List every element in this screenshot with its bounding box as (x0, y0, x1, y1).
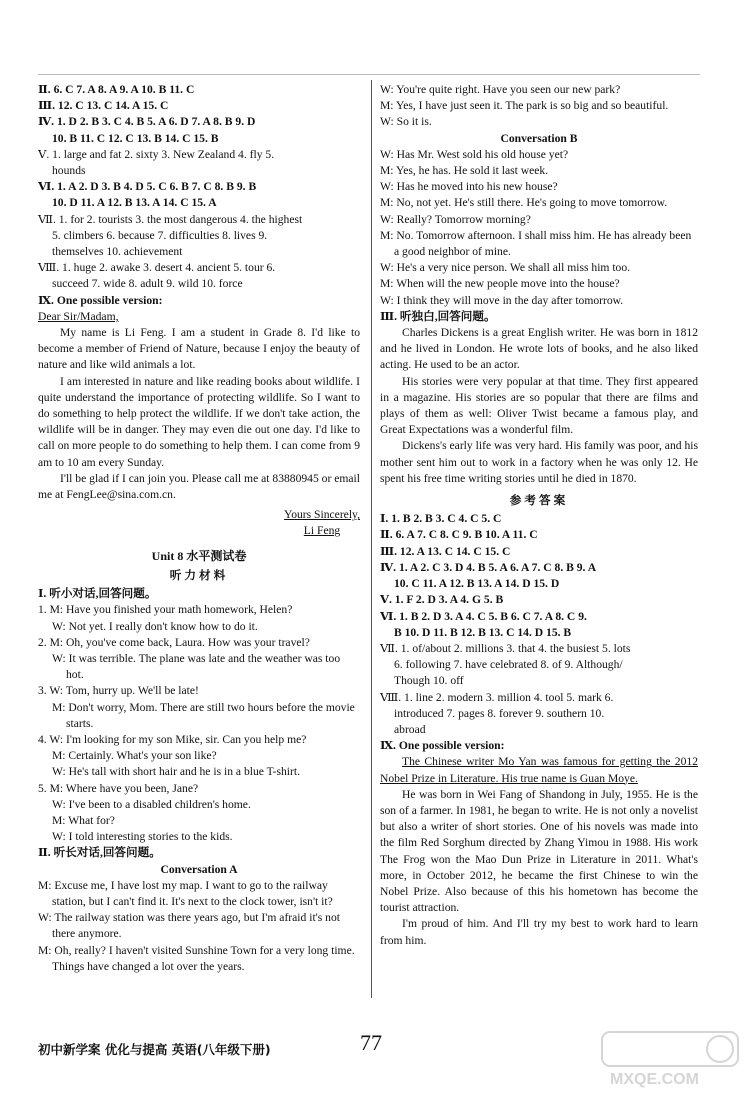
left-column (38, 82, 360, 975)
essay-paragraph: I am interested in nature and like reading books about wildlife. I quite understand the importance of protecting wildlife. So I want to do something to help protect the wildlife. If we don't take action, the wildlife will be in danger. They may even die out one day. I'd like to call on more people to do something to help them. I can come from 9 am to 10 am every Sunday. (38, 374, 360, 469)
listening-title: 听力材料 (169, 568, 229, 582)
monologue-paragraph: His stories were very popular at that time. They first appeared in a magazine. His stories are so popular that there are films and plays of them as well: Oliver Twist became a famous play, and Great Expectations was a wonderful film. (380, 374, 698, 437)
answer-line: B 10. D 11. B 12. B 13. C 14. D 15. B (394, 625, 572, 639)
answer-line: Ⅱ. 6. C 7. A 8. A 9. A 10. B 11. C (38, 83, 195, 96)
answer-line: Ⅲ. 12. A 13. C 14. C 15. C (380, 544, 511, 558)
answer-line: Ⅶ. 1. of/about 2. millions 3. that 4. the busiest 5. lots (380, 641, 631, 655)
conversation-line: M: Oh, really? I haven't visited Sunshine Town for a very long time. Things have changed a lot over the years. (38, 943, 355, 973)
answer-line: 10. C 11. A 12. B 13. A 14. D 15. D (394, 577, 560, 591)
signature-block (38, 507, 360, 539)
answer-line: Ⅳ. 1. A 2. C 3. D 4. B 5. A 6. A 7. C 8. B 9. A (380, 560, 597, 574)
conversation-line: W: Has he moved into his new house? (380, 180, 558, 194)
answer-line: Ⅴ. 1. large and fat 2. sixty 3. New Zealand 4. fly 5. (38, 147, 275, 161)
answer-line: 10. B 11. C 12. C 13. B 14. C 15. B (52, 131, 219, 145)
conversation-title: Conversation A (160, 862, 238, 876)
conversation-line: W: He's a very nice person. We shall all miss him too. (380, 261, 631, 275)
section-title: Ⅱ. 听长对话,回答问题。 (38, 846, 161, 860)
conversation-line: W: You're quite right. Have you seen our new park? (380, 83, 621, 96)
dialogue-answer: W: It was terrible. The plane was late and the weather was too hot. (52, 651, 341, 682)
answer-line: Ⅳ. 1. D 2. B 3. C 4. B 5. A 6. D 7. A 8. B 9. D (38, 115, 256, 129)
answer-line: Ⅲ. 12. C 13. C 14. A 15. C (38, 99, 169, 113)
conversation-line: W: The railway station was there years ago, but I'm afraid it's not there anymore. (38, 911, 340, 941)
answers-title: 参考答案 (509, 494, 569, 508)
book-title: 初中新学案 优化与提高 英语(八年级下册) (38, 1042, 271, 1057)
dialogue-answer: W: I've been to a disabled children's home. (52, 797, 251, 811)
short-dialogues (38, 602, 360, 845)
answer-line: Ⅴ. 1. F 2. D 3. A 4. G 5. B (380, 593, 504, 607)
watermark-logo (600, 1030, 740, 1090)
page-number: 77 (360, 1030, 382, 1055)
answer-line: 5. climbers 6. because 7. difficulties 8. lives 9. (52, 228, 268, 242)
answer-line: abroad (394, 722, 426, 736)
dialogue-answer: M: Don't worry, Mom. There are still two hours before the movie starts. (52, 700, 355, 730)
dialogue-answer: W: Not yet. I really don't know how to do it. (52, 619, 258, 633)
dialogue-answer: W: I told interesting stories to the kids. (52, 830, 233, 844)
answer-line: themselves 10. achievement (52, 245, 183, 259)
conversation-line: W: Really? Tomorrow morning? (380, 212, 531, 226)
dialogue-question: 4. W: I'm looking for my son Mike, sir. Can you help me? (38, 732, 307, 746)
conversation-title: Conversation B (500, 131, 578, 145)
monologue-paragraph: Dickens's early life was very hard. His family was poor, and his mother sent him out to work in a factory when he was only 12. He spent his free time writing stories until he died in 1870. (380, 439, 698, 485)
dialogue-question: 1. M: Have you finished your math homework, Helen? (38, 603, 293, 617)
dialogue-question: 5. M: Where have you been, Jane? (38, 781, 199, 795)
conversation-line: M: Yes, he has. He sold it last week. (380, 164, 549, 178)
answer-line: Ⅱ. 6. A 7. C 8. C 9. B 10. A 11. C (380, 528, 538, 542)
signature: Li Feng (303, 524, 341, 538)
essay-paragraph: I'm proud of him. And I'll try my best to work hard to learn from him. (380, 917, 698, 947)
closing: Yours Sincerely, (283, 508, 360, 522)
watermark-text: MXQE.COM (610, 1071, 699, 1088)
conversation-line: W: Has Mr. West sold his old house yet? (380, 147, 569, 161)
answer-key-part2 (380, 511, 698, 738)
unit-title: Unit 8 水平测试卷 (151, 548, 247, 563)
monologue-paragraph: Charles Dickens is a great English writer. He was born in 1812 and he lived in London. He wrote lots of books, and he also liked acting. He used to be an actor. (380, 326, 698, 372)
conversation-line: M: Excuse me, I have lost my map. I want to go to the railway station, but I can't find it. It's next to the clock tower, isn't it? (38, 878, 333, 908)
essay-label: Ⅸ. One possible version: (38, 293, 163, 307)
essay-paragraph: I'll be glad if I can join you. Please call me at 83880945 or email me at FengLee@sina.com.cn. (38, 471, 360, 502)
top-rule (38, 74, 700, 75)
conversation-line: M: No, not yet. He's still there. He's going to move tomorrow. (380, 196, 668, 210)
answer-key-part1 (38, 82, 360, 293)
essay-paragraph: He was born in Wei Fang of Shandong in July, 1955. He is the son of a farmer. In 1981, he began to write. He is not only a novelist but also a writer of short stories. One of his novels was made into the film Red Sorghum directed by Zhang Yimou in 1988. His work The Frog won the Mao Dun Prize in Literature in 2011. What's more, in October 2012, he became the first Chinese to win the Nobel Prize. Also because of this his hometown has become the tourist attraction. (380, 787, 698, 915)
answer-line: Ⅷ. 1. huge 2. awake 3. desert 4. ancient 5. tour 6. (38, 261, 276, 275)
answer-line: Ⅵ. 1. B 2. D 3. A 4. C 5. B 6. C 7. A 8. C 9. (380, 609, 587, 623)
essay-first-paragraph: The Chinese writer Mo Yan was famous for getting the 2012 Nobel Prize in Literature. His true name is Guan Moye. (380, 755, 698, 785)
answer-line: hounds (52, 164, 86, 178)
answer-line: 10. D 11. A 12. B 13. A 14. C 15. A (52, 196, 217, 210)
essay-paragraph: My name is Li Feng. I am a student in Grade 8. I'd like to become a member of Friend of Nature, because I enjoy the beauty of nature and like wild animals a lot. (38, 326, 360, 372)
column-divider (371, 80, 372, 998)
conversation-line: M: No. Tomorrow afternoon. I shall miss him. He has already been a good neighbor of mine. (380, 228, 692, 259)
conversation-line: M: When will the new people move into the house? (380, 277, 620, 291)
answer-line: Ⅰ. 1. B 2. B 3. C 4. C 5. C (380, 512, 502, 526)
answer-line: Though 10. off (394, 674, 464, 688)
answer-line: 6. following 7. have celebrated 8. of 9. Although/ (394, 658, 623, 672)
dialogue-question: 2. M: Oh, you've come back, Laura. How was your travel? (38, 635, 310, 649)
answer-line: introduced 7. pages 8. forever 9. southern 10. (394, 706, 605, 720)
right-column (380, 82, 698, 949)
conversation-line: W: So it is. (380, 115, 432, 129)
essay-label: Ⅸ. One possible version: (380, 739, 505, 753)
salutation: Dear Sir/Madam, (38, 309, 119, 323)
section-title: Ⅲ. 听独白,回答问题。 (380, 309, 496, 323)
dialogue-answer: W: He's tall with short hair and he is in a blue T-shirt. (52, 765, 300, 779)
dialogue-answer: M: Certainly. What's your son like? (52, 749, 217, 763)
answer-line: Ⅶ. 1. for 2. tourists 3. the most dangerous 4. the highest (38, 212, 303, 226)
answer-line: succeed 7. wide 8. adult 9. wild 10. force (52, 277, 243, 291)
answer-line: Ⅷ. 1. line 2. modern 3. million 4. tool 5. mark 6. (380, 690, 614, 704)
conversation-line: M: Yes, I have just seen it. The park is so big and so beautiful. (380, 99, 669, 113)
dialogue-answer: M: What for? (52, 813, 115, 827)
answer-line: Ⅵ. 1. A 2. D 3. B 4. D 5. C 6. B 7. C 8. B 9. B (38, 180, 257, 194)
section-title: Ⅰ. 听小对话,回答问题。 (38, 587, 157, 601)
conversation-line: W: I think they will move in the day after tomorrow. (380, 293, 624, 307)
dialogue-question: 3. W: Tom, hurry up. We'll be late! (38, 684, 199, 698)
